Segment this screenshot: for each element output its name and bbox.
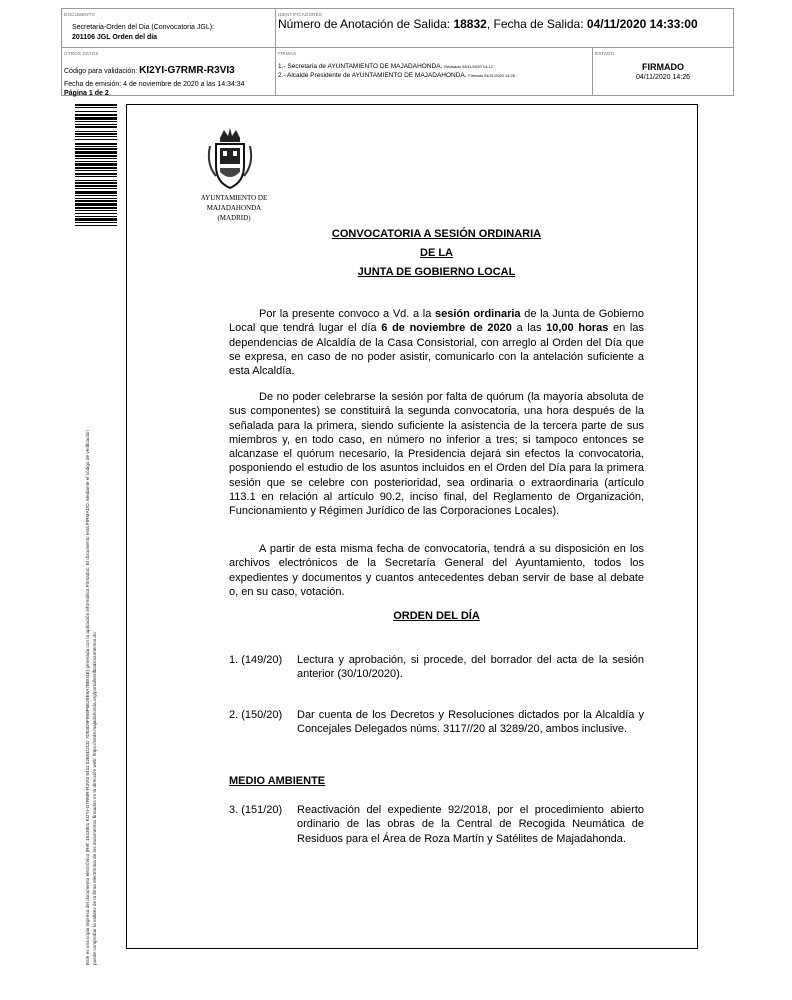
identificadores-cell xyxy=(276,9,733,48)
ayuntamiento-label xyxy=(190,193,278,223)
firmas-label: FIRMAS xyxy=(278,51,297,56)
documento-line2: 201106 JGL Orden del día xyxy=(72,34,158,41)
ayuntamiento-line3: (MADRID) xyxy=(217,214,251,222)
identificadores-label: IDENTIFICADORES xyxy=(278,12,323,17)
p3-text: A partir de esta misma fecha de convocatoria, tendrá a su disposición en los archivos electrónicos de la Secretaría General del Ayuntamiento, todos los expedientes y documentos y cuantos antecedentes deban servir de base al debate o, en su caso, votación. xyxy=(229,543,644,598)
firma-2 xyxy=(278,72,515,79)
otros-datos-label: OTROS DATOS xyxy=(64,51,99,56)
firma-1 xyxy=(278,63,493,70)
fecha-emision: Fecha de emisión: 4 de noviembre de 2020 a las 14:34:34 xyxy=(64,81,245,88)
doc-title-2: DE LA xyxy=(420,247,453,259)
p2-text: De no poder celebrarse la sesión por falta de quórum (la mayoría absoluta de sus componentes) se constituirá la segunda convocatoria, una hora después de la señalada para la primera, siendo suficiente la asistencia de la tercera parte de sus miembros y, en todo caso, en número no inferior a tres; si tampoco entonces se alcanzase el quórum necesario, la Presidencia dejará sin efectos la convocatoria, posponiendo el estudio de los asuntos incluidos en el Orden del Día para la primera sesión que se celebre con posterioridad, sea ordinaria o extraordinaria (artículo 113.1 en relación al artículo 90.2, inciso final, del Reglamento de Organización, Funcionamiento y Régimen Jurídico de las Corporaciones Locales). xyxy=(229,391,644,518)
estado-cell xyxy=(593,48,733,95)
paragraph-quorum xyxy=(229,390,644,519)
doc-title-3: JUNTA DE GOBIERNO LOCAL xyxy=(357,266,516,278)
coat-of-arms-icon xyxy=(206,124,254,192)
documento-label: DOCUMENTO xyxy=(64,12,96,17)
agenda-item-text: Reactivación del expediente 92/2018, por el procedimiento abierto ordinario de las obras de la Central de Recogida Neumática de Residuos para el Área de Roza Martín y Satélites de Majadahonda. xyxy=(297,804,644,845)
firma-1-text: 1.- Secretaria de AYUNTAMIENTO DE MAJADAHONDA. xyxy=(278,63,443,70)
pagina-indicator: Página 1 de 2 xyxy=(64,90,109,97)
ayuntamiento-line2: MAJADAHONDA xyxy=(206,204,262,212)
agenda-item-text: Lectura y aprobación, si procede, del borrador del acta de la sesión anterior (30/10/2020). xyxy=(297,654,644,681)
side-verification-text xyxy=(84,430,98,965)
firma-2-date: Firmado 04/11/2020 14:26 xyxy=(468,73,515,78)
p1-c: de la Junta de Gobierno Local que tendrá lugar el día xyxy=(229,308,644,335)
p1-f: 10,00 horas xyxy=(546,322,609,335)
codigo-label: Código para validación: xyxy=(64,68,138,75)
orden-del-dia-title: ORDEN DEL DÍA xyxy=(393,610,480,622)
document-header-table xyxy=(61,8,734,96)
p1-d: 6 de noviembre de 2020 xyxy=(381,322,512,335)
p1-e: a las xyxy=(511,322,547,335)
otros-datos-cell xyxy=(62,48,276,95)
documento-cell xyxy=(62,9,276,48)
firmas-cell xyxy=(276,48,593,95)
estado-value: FIRMADO xyxy=(642,62,684,72)
anotacion-text: Número de Anotación de Salida: 18832, Fecha de Salida: 04/11/2020 14:33:00 xyxy=(278,17,698,31)
side-text-line1: Este es una copia impresa del documento electrónico (Ref: 1543801 KI2YI-G7RMR-R3VI3 5411 02E5D2CD 7D53D9F869F6E26E9A7BE04E) generada con la aplicación informática Firmadoc. El documento está FIRMADO. Mediante el código de verificación xyxy=(85,430,90,965)
barcode-icon xyxy=(75,104,117,281)
firma-1-date: Revisado 04/11/2020 14:12 xyxy=(444,64,493,69)
estado-date: 04/11/2020 14:26 xyxy=(636,74,690,81)
documento-line1: Secretaria-Orden del Dia (Convocatoria JGL): xyxy=(72,24,215,31)
p1-g: en las dependencias de Alcaldía de la Casa Consistorial, con arreglo al Orden del Día que se expresa, en caso de no poder asistir, comunicarlo con la antelación suficiente a esta Alcaldía. xyxy=(229,322,644,378)
agenda-item-number: 3. (151/20) xyxy=(229,804,283,816)
side-text-line2: puede comprobar la validez de la firma electrónica de los documentos firmados en la dirección web: https://sede.majadahonda.org/portal/verificaDocumentos.do xyxy=(92,632,97,965)
firma-2-text: 2.- Alcalde Presidente de AYUNTAMIENTO DE MAJADAHONDA. xyxy=(278,72,467,79)
codigo-value: KI2YI-G7RMR-R3VI3 xyxy=(139,65,235,76)
paragraph-archivos xyxy=(229,542,644,599)
doc-title-1: CONVOCATORIA A SESIÓN ORDINARIA xyxy=(331,228,542,240)
p1-a: Por la presente convoco a Vd. a la xyxy=(259,308,435,320)
codigo-validacion xyxy=(64,65,235,76)
agenda-item-number: 2. (150/20) xyxy=(229,709,283,721)
section-medio-ambiente: MEDIO AMBIENTE xyxy=(229,775,326,787)
agenda-item-number: 1. (149/20) xyxy=(229,654,283,666)
agenda-item-text: Dar cuenta de los Decretos y Resoluciones dictados por la Alcaldía y Concejales Delegados núms. 3117//20 al 3289/20, ambos inclusive. xyxy=(297,709,644,736)
estado-label: ESTADO xyxy=(595,51,615,56)
ayuntamiento-line1: AYUNTAMIENTO DE xyxy=(200,194,268,202)
paragraph-convocatoria xyxy=(229,307,644,378)
p1-b: sesión ordinaria xyxy=(434,308,521,320)
